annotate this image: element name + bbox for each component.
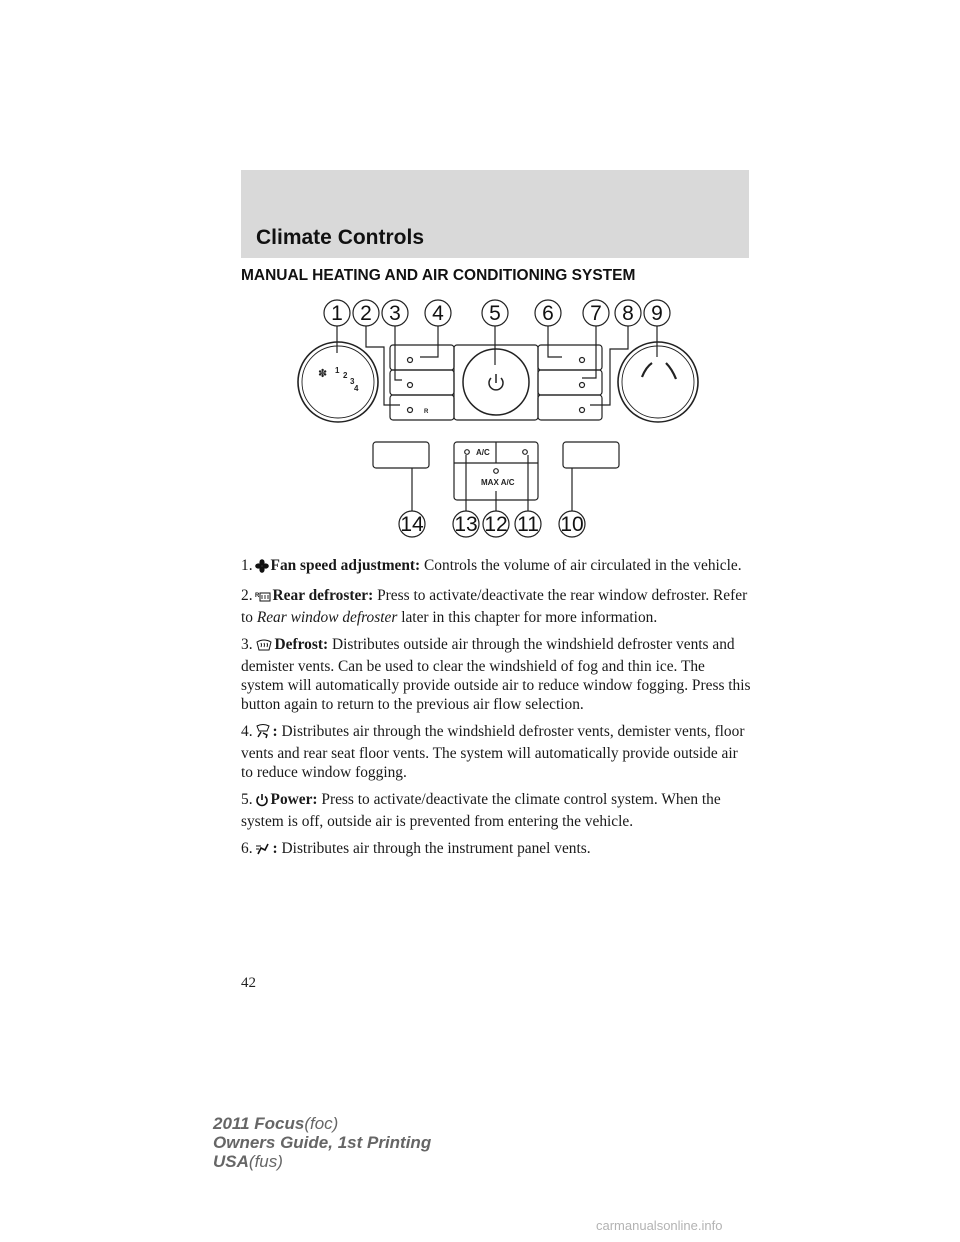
watermark: carmanualsonline.info bbox=[596, 1218, 723, 1233]
svg-text:3: 3 bbox=[350, 377, 355, 386]
control-descriptions bbox=[241, 556, 751, 869]
item-term: Rear defroster: bbox=[272, 587, 374, 604]
item-text: Distributes air through the windshield defroster vents, demister vents, floor vents and rear seat floor vents. The system will automatically provide outside air to reduce window fogging. bbox=[241, 723, 745, 781]
item-text: Distributes outside air through the windshield defroster vents and demister vents. Can be used to clear the windshield of fog and thin ice. The system will automatically provide outside air to reduce window fogging. Press this button again to return to the previous air flow selection. bbox=[241, 636, 751, 713]
svg-text:6: 6 bbox=[542, 302, 554, 325]
section-heading: MANUAL HEATING AND AIR CONDITIONING SYSTEM bbox=[241, 267, 636, 284]
svg-text:12: 12 bbox=[484, 513, 508, 536]
left-heated-seat-button bbox=[373, 442, 429, 468]
callout-numbers bbox=[324, 300, 670, 537]
chapter-title: Climate Controls bbox=[256, 226, 425, 249]
item-number: 2. bbox=[241, 587, 253, 604]
item-cross-reference: Rear window defroster bbox=[256, 609, 398, 626]
right-heated-seat-button bbox=[563, 442, 619, 468]
item-number: 4. bbox=[241, 723, 253, 740]
power-icon bbox=[255, 793, 269, 812]
item-term: Fan speed adjustment: bbox=[270, 557, 421, 574]
item-fan-speed bbox=[241, 556, 751, 578]
item-number: 6. bbox=[241, 840, 253, 857]
item-term: Power: bbox=[270, 791, 318, 808]
defrost-button bbox=[390, 370, 454, 395]
svg-text:5: 5 bbox=[489, 302, 501, 325]
footer-printing: Owners Guide, 1st Printing bbox=[213, 1133, 432, 1152]
rear-defrost-button bbox=[390, 395, 454, 420]
climate-control-panel-diagram bbox=[280, 295, 710, 540]
svg-text:8: 8 bbox=[622, 302, 634, 325]
footer-model: 2011 Focus bbox=[213, 1114, 305, 1133]
svg-text:10: 10 bbox=[560, 513, 584, 536]
item-text: Press to activate/deactivate the climate control system. When the system is off, outside air is prevented from entering the vehicle. bbox=[241, 791, 721, 830]
callout-line-4 bbox=[420, 325, 438, 357]
svg-text:9: 9 bbox=[651, 302, 663, 325]
svg-text:A/C: A/C bbox=[476, 448, 490, 457]
floor-vent-button bbox=[538, 395, 602, 420]
svg-text:R: R bbox=[424, 409, 429, 415]
svg-text:R: R bbox=[254, 593, 259, 599]
svg-text:✽: ✽ bbox=[318, 368, 328, 380]
item-text-before: Press to activate/deactivate the rear window defroster. Refer to bbox=[241, 587, 748, 626]
svg-text:4: 4 bbox=[354, 384, 359, 393]
svg-text:11: 11 bbox=[517, 513, 539, 536]
callout-line-3 bbox=[395, 325, 402, 380]
svg-text:13: 13 bbox=[454, 513, 478, 536]
item-panel-vent bbox=[241, 839, 751, 861]
item-power bbox=[241, 790, 751, 831]
item-defrost-floor bbox=[241, 722, 751, 782]
item-text: Distributes air through the instrument panel vents. bbox=[281, 840, 591, 857]
item-defrost bbox=[241, 635, 751, 714]
page-number: 42 bbox=[241, 975, 256, 991]
item-term: : bbox=[272, 840, 278, 857]
svg-text:1: 1 bbox=[335, 366, 340, 375]
item-text: Controls the volume of air circulated in the vehicle. bbox=[424, 557, 742, 574]
svg-text:4: 4 bbox=[432, 302, 444, 325]
footer-model-code: (foc) bbox=[304, 1114, 339, 1133]
item-number: 5. bbox=[241, 791, 253, 808]
temperature-dial bbox=[618, 342, 698, 422]
svg-text:2: 2 bbox=[343, 371, 348, 380]
panel-vent-icon bbox=[255, 842, 271, 861]
svg-text:7: 7 bbox=[590, 302, 602, 325]
footer-market-code: (fus) bbox=[248, 1152, 283, 1171]
windshield-defrost-icon bbox=[255, 638, 273, 657]
item-text-after: later in this chapter for more information. bbox=[397, 609, 658, 626]
item-term: : bbox=[272, 723, 278, 740]
defrost-floor-icon bbox=[255, 723, 271, 744]
rear-defrost-icon bbox=[255, 589, 271, 608]
callout-line-6 bbox=[548, 325, 562, 357]
fan-icon bbox=[255, 559, 269, 578]
svg-text:14: 14 bbox=[400, 513, 424, 536]
svg-text:MAX A/C: MAX A/C bbox=[481, 478, 515, 487]
svg-text:3: 3 bbox=[389, 302, 401, 325]
chapter-header-band bbox=[241, 170, 749, 258]
item-number: 1. bbox=[241, 557, 253, 574]
item-number: 3. bbox=[241, 636, 253, 653]
document-footer bbox=[213, 1114, 431, 1171]
svg-text:2: 2 bbox=[360, 302, 372, 325]
footer-market: USA bbox=[213, 1152, 249, 1171]
item-term: Defrost: bbox=[274, 636, 329, 653]
item-rear-defroster bbox=[241, 586, 751, 627]
panel-floor-button bbox=[538, 370, 602, 395]
svg-text:1: 1 bbox=[331, 302, 343, 325]
fan-speed-dial bbox=[298, 342, 378, 422]
